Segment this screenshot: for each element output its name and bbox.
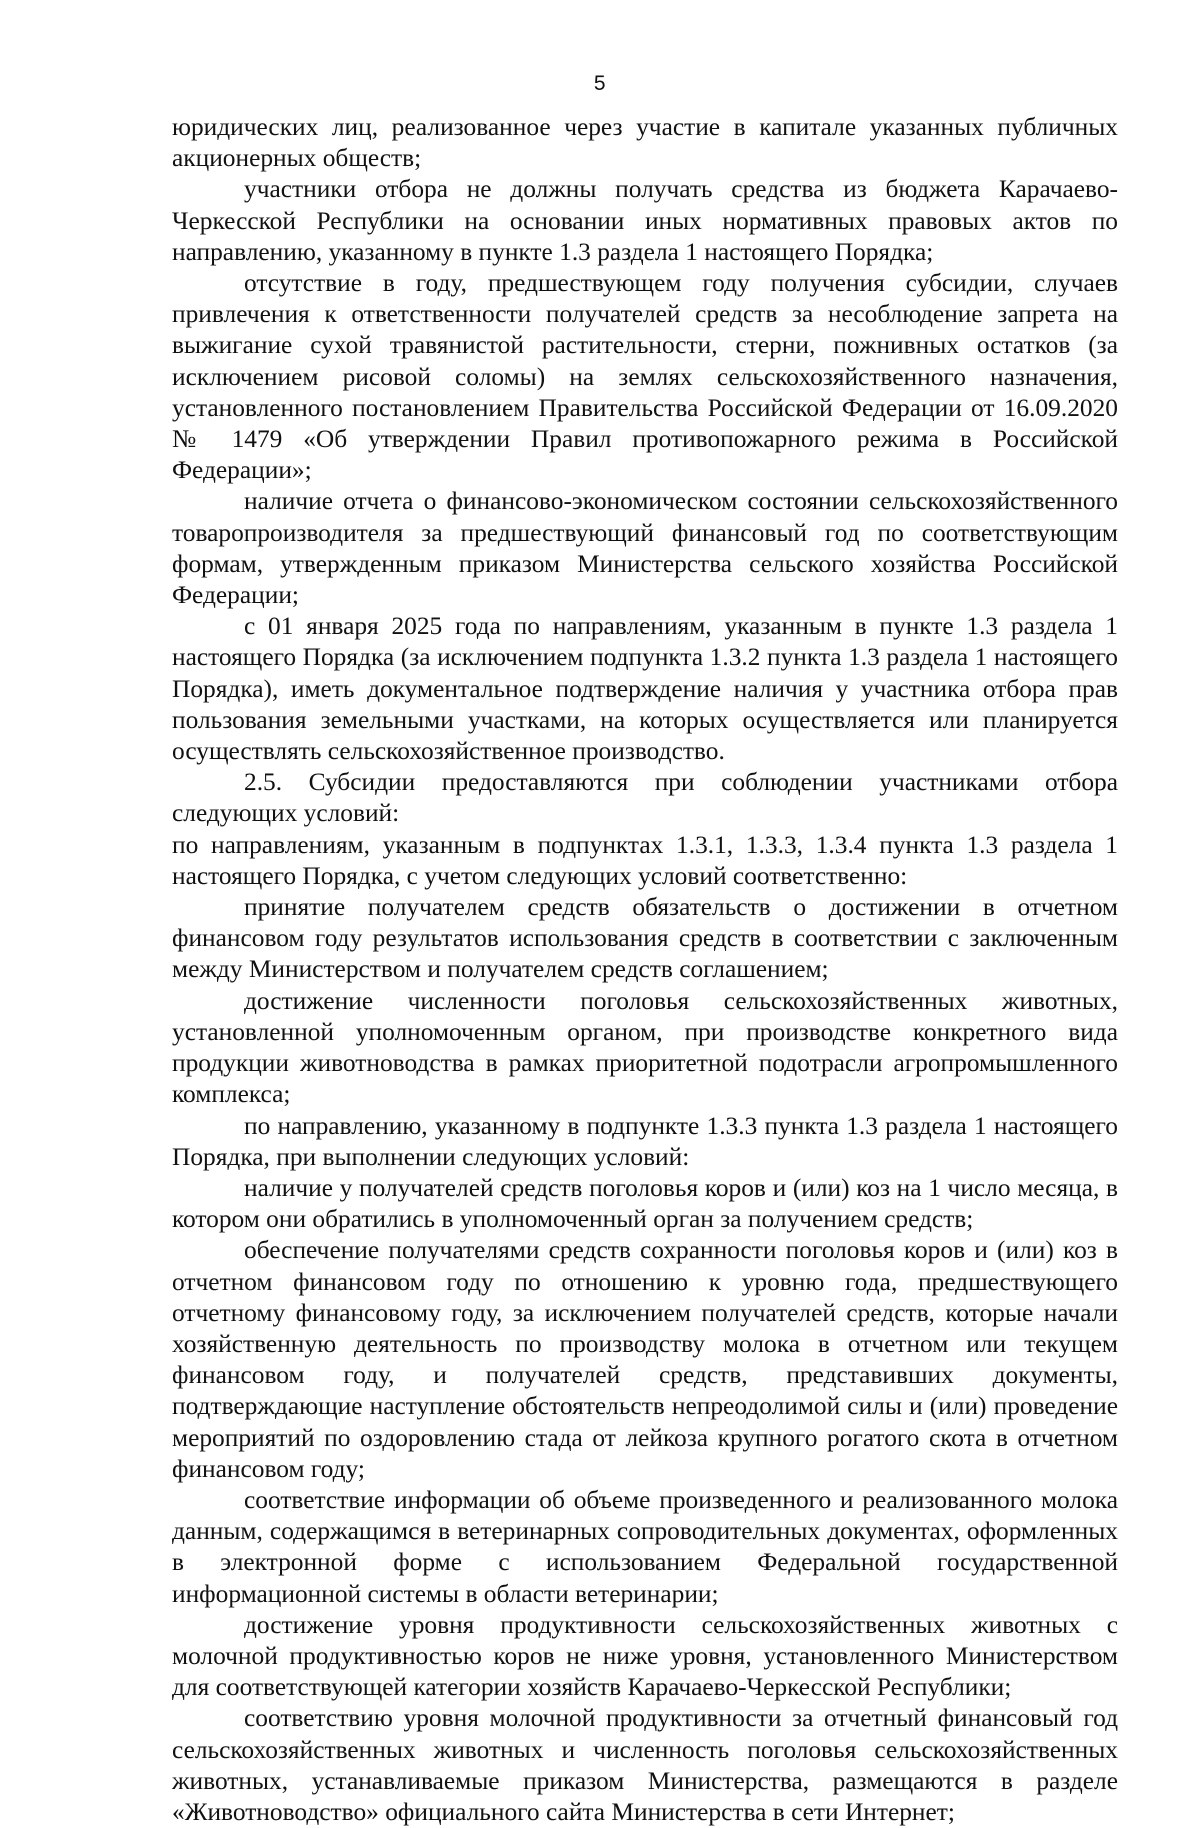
paragraph-13: соответствие информации об объеме произведенного и реализованного молока данным, содержащимся в ветеринарных сопроводительных документах, оформленных в электронной форме с использованием Федеральной государственной информационной системы в области ветеринарии; [172,1485,1118,1608]
paragraph-3: отсутствие в году, предшествующем году получения субсидии, случаев привлечения к ответственности получателей средств за несоблюдение запрета на выжигание сухой травянистой растительности, стерни, пожнивных остатков (за исключением рисовой соломы) на землях сельскохозяйственного назначения, установленного постановлением Правительства Российской Федерации от 16.09.2020 № 1479 «Об утверждении Правил противопожарного режима в Российской Федерации»; [172,269,1118,485]
paragraph-4: наличие отчета о финансово-экономическом состоянии сельскохозяйственного товаропроизводителя за предшествующий финансовый год по соответствующим формам, утвержденным приказом Министерства сельского хозяйства Российской Федерации; [172,487,1118,610]
page-number: 5 [593,72,607,95]
paragraph-14: достижение уровня продуктивности сельскохозяйственных животных с молочной продуктивностью коров не ниже уровня, установленного Министерством для соответствующей категории хозяйств Карачаево-Черкесской Республики; [172,1610,1118,1702]
paragraph-9: достижение численности поголовья сельскохозяйственных животных, установленной уполномоченным органом, при производстве конкретного вида продукции животноводства в рамках приоритетной подотрасли агропромышленного комплекса; [172,986,1118,1109]
paragraph-15: соответствию уровня молочной продуктивности за отчетный финансовый год сельскохозяйственных животных и численность поголовья сельскохозяйственных животных, устанавливаемые приказом Министерства, размещаются в разделе «Животноводство» официального сайта Министерства в сети Интернет; [172,1704,1118,1826]
paragraph-11: наличие у получателей средств поголовья коров и (или) коз на 1 число месяца, в котором они обратились в уполномоченный орган за получением средств; [172,1173,1118,1234]
paragraph-8: принятие получателем средств обязательств о достижении в отчетном финансовом году результатов использования средств в соответствии с заключенным между Министерством и получателем средств соглашением; [172,893,1118,984]
paragraph-1: юридических лиц, реализованное через участие в капитале указанных публичных акционерных обществ; [172,113,1118,173]
document-body [172,112,1118,1828]
paragraph-7: по направлениям, указанным в подпунктах 1.3.1, 1.3.3, 1.3.4 пункта 1.3 раздела 1 настоящего Порядка, с учетом следующих условий соответственно: [172,830,1118,890]
paragraph-12: обеспечение получателями средств сохранности поголовья коров и (или) коз в отчетном финансовом году по отношению к уровню года, предшествующего отчетному финансовому году, за исключением получателей средств, которые начали хозяйственную деятельность по производству молока в отчетном или текущем финансовом году, и получателей средств, представивших документы, подтверждающие наступление обстоятельств непреодолимой силы и (или) проведение мероприятий по оздоровлению стада от лейкоза крупного рогатого скота в отчетном финансовом году; [172,1236,1118,1483]
paragraph-6: 2.5. Субсидии предоставляются при соблюдении участниками отбора следующих условий: [172,768,1118,828]
paragraph-10: по направлению, указанному в подпункте 1.3.3 пункта 1.3 раздела 1 настоящего Порядка, при выполнении следующих условий: [172,1111,1118,1171]
paragraph-2: участники отбора не должны получать средства из бюджета Карачаево-Черкесской Республики на основании иных нормативных правовых актов по направлению, указанному в пункте 1.3 раздела 1 настоящего Порядка; [172,175,1118,266]
paragraph-5: с 01 января 2025 года по направлениям, указанным в пункте 1.3 раздела 1 настоящего Порядка (за исключением подпункта 1.3.2 пункта 1.3 раздела 1 настоящего Порядка), иметь документальное подтверждение наличия у участника отбора прав пользования земельными участками, на которых осуществляется или планируется осуществлять сельскохозяйственное производство. [172,612,1118,766]
